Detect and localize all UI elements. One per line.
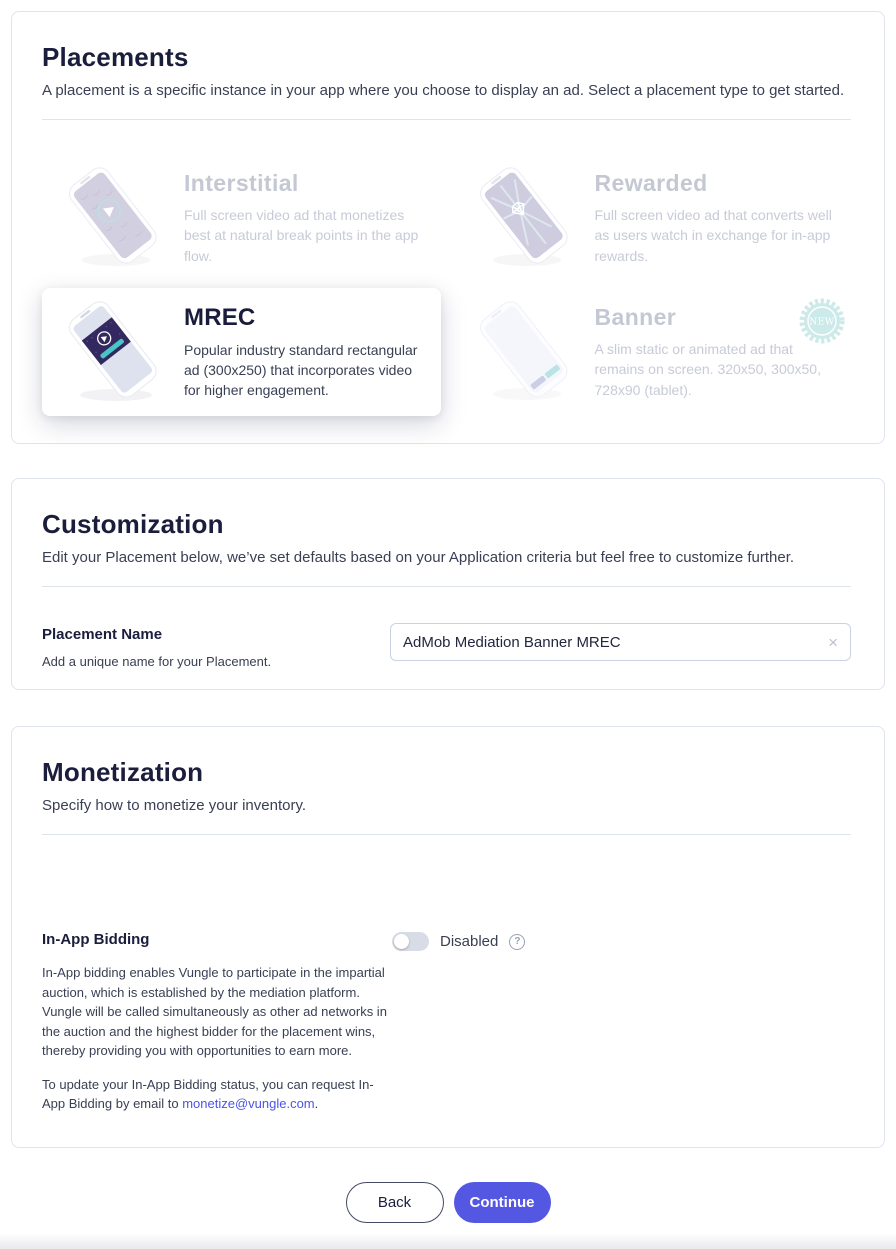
- placements-title: Placements: [42, 42, 189, 72]
- placement-tile-description: Popular industry standard rectangular ad (300x250) that incorporates video for higher engagement.: [184, 341, 418, 399]
- placements-subtitle: A placement is a specific instance in your app where you choose to display an ad. Select a placement type to get started.: [42, 82, 845, 99]
- toggle-knob: [394, 934, 409, 949]
- divider: [42, 586, 851, 587]
- placement-tile-mrec[interactable]: [42, 288, 441, 416]
- customization-title: Customization: [42, 509, 224, 539]
- in-app-bidding-label: In-App Bidding: [42, 931, 150, 948]
- monetize-email-link[interactable]: monetize@vungle.com: [182, 1096, 315, 1111]
- note-prefix: To update your In-App Bidding status, you can request In-App Bidding by email to: [42, 1076, 374, 1111]
- placement-tile-interstitial[interactable]: [42, 154, 441, 282]
- placement-name-input[interactable]: [403, 634, 820, 651]
- in-app-bidding-row: [42, 931, 851, 1114]
- in-app-bidding-state: Disabled: [440, 933, 499, 950]
- placement-tile-banner[interactable]: [453, 288, 852, 416]
- customization-section: [11, 478, 885, 690]
- help-icon[interactable]: ?: [509, 934, 525, 950]
- placement-name-helper: Add a unique name for your Placement.: [42, 654, 272, 669]
- placement-name-row: [42, 623, 851, 669]
- mrec-phone-icon: [50, 298, 174, 406]
- footer-actions: [0, 1182, 896, 1223]
- placement-tile-description: Full screen video ad that converts well as users watch in exchange for in-app rewards.: [594, 207, 832, 264]
- new-badge-label: NEW: [809, 317, 835, 328]
- placement-tile-description: Full screen video ad that monetizes best at natural break points in the app flow.: [184, 207, 419, 264]
- placement-tile-title: Banner: [594, 304, 677, 331]
- interstitial-phone-icon: [50, 164, 174, 272]
- in-app-bidding-description: In-App bidding enables Vungle to participate in the impartial auction, which is established by the mediation platform. Vungle will be called simultaneously as other ad networks in the auction and the highest bidder for the placement wins, thereby providing you with opportunities to earn more.: [42, 965, 387, 1058]
- back-button[interactable]: Back: [346, 1182, 444, 1223]
- monetization-title: Monetization: [42, 757, 204, 787]
- divider: [42, 119, 851, 120]
- placements-section: [11, 11, 885, 444]
- continue-button[interactable]: Continue: [454, 1182, 551, 1223]
- divider: [42, 834, 851, 835]
- placement-tile-description: A slim static or animated ad that remains on screen. 320x50, 300x50, 728x90 (tablet).: [594, 341, 821, 398]
- monetization-section: [11, 726, 885, 1148]
- placement-tile-title: MREC: [184, 303, 256, 331]
- note-suffix: .: [314, 1096, 319, 1111]
- footer-gradient: [0, 1233, 896, 1249]
- in-app-bidding-toggle[interactable]: [392, 932, 429, 951]
- in-app-bidding-note: [42, 1075, 387, 1114]
- placement-tile-title: Interstitial: [184, 170, 299, 197]
- rewarded-phone-icon: [461, 164, 585, 272]
- placement-name-input-wrap: [390, 623, 851, 661]
- new-badge: [797, 296, 847, 346]
- placement-tile-title: Rewarded: [594, 170, 708, 197]
- clear-input-icon[interactable]: ×: [828, 632, 838, 652]
- placement-type-grid: [42, 154, 851, 416]
- placement-tile-rewarded[interactable]: [453, 154, 852, 282]
- banner-phone-icon: [461, 298, 585, 406]
- monetization-subtitle: Specify how to monetize your inventory.: [42, 797, 307, 814]
- customization-subtitle: Edit your Placement below, we’ve set defaults based on your Application criteria but feel free to customize further.: [42, 549, 795, 566]
- placement-name-label: Placement Name: [42, 626, 163, 643]
